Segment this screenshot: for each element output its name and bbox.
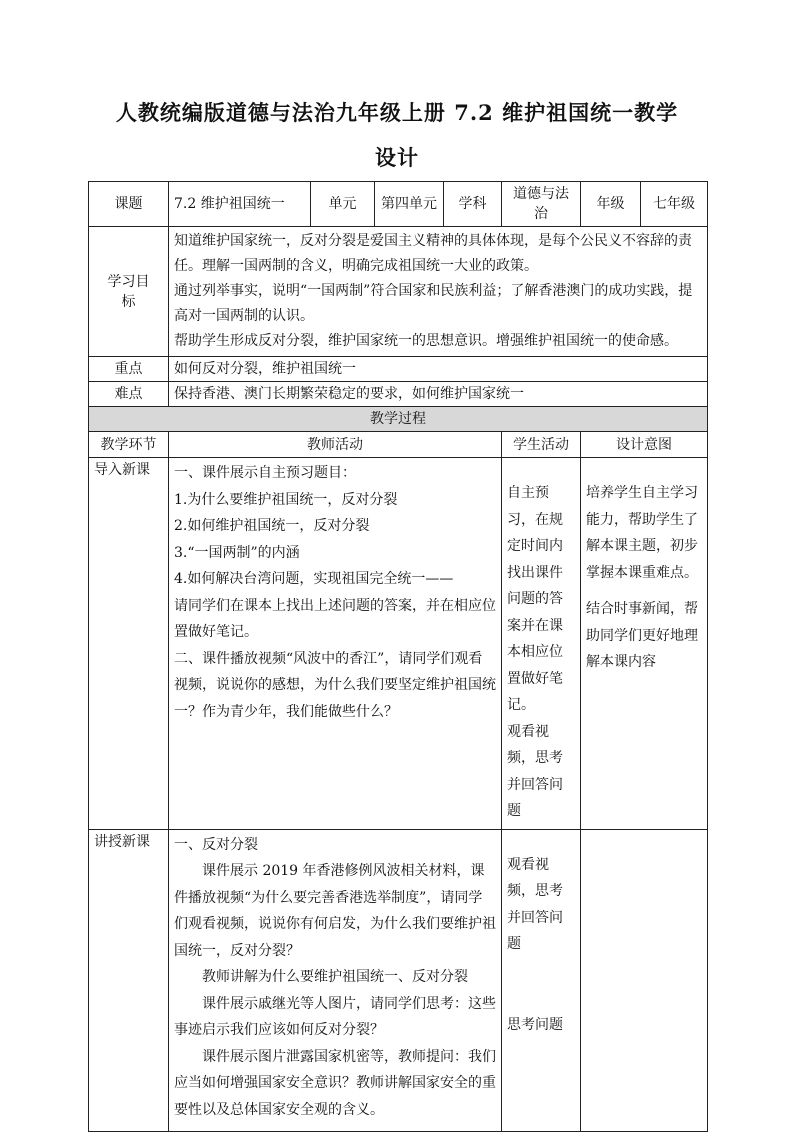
header-teacher: 教师活动	[169, 432, 502, 458]
student-line: 观看视频，思考并回答问题	[507, 856, 563, 952]
goal-item: 帮助学生形成反对分裂，维护国家统一的思想意识。增强维护祖国统一的使命感。	[174, 333, 678, 349]
intro-intent	[581, 458, 708, 830]
process-title: 教学过程	[89, 407, 708, 432]
teacher-line: 请同学们在课本上找出上述问题的答案，并在相应位置做好笔记。	[174, 597, 496, 640]
lesson-plan-table	[88, 181, 708, 1132]
teacher-line: 一、课件展示自主预习题目：	[174, 465, 356, 481]
key-point-text: 如何反对分裂，维护祖国统一	[169, 357, 708, 382]
header-intent: 设计意图	[581, 432, 708, 458]
goals-content	[169, 227, 708, 357]
intro-row	[89, 458, 708, 830]
grade-value: 七年级	[641, 182, 708, 227]
teacher-line: 课件展示戚继光等人图片，请同学们思考：这些事迹启示我们应该如何反对分裂？	[174, 995, 496, 1038]
header-stage: 教学环节	[89, 432, 169, 458]
lecture-student	[502, 829, 581, 1131]
goals-row	[89, 227, 708, 357]
unit-label: 单元	[311, 182, 375, 227]
process-title-row	[89, 407, 708, 432]
key-point-label: 重点	[89, 357, 169, 382]
topic-label: 课题	[89, 182, 169, 227]
subject-label: 学科	[444, 182, 502, 227]
intro-stage: 导入新课	[89, 458, 169, 830]
lecture-stage: 讲授新课	[89, 829, 169, 1131]
intro-student	[502, 458, 581, 830]
goals-label: 学习目标	[89, 227, 169, 357]
topic-value: 7.2 维护祖国统一	[169, 182, 311, 227]
teacher-line: 3.“一国两制”的内涵	[174, 544, 300, 561]
intent-line: 培养学生自主学习能力，帮助学生了解本课主题，初步掌握本课重难点。	[586, 485, 698, 581]
student-line: 自主预习，在规定时间内找出课件问题的答案并在课本相应位置做好笔记。	[507, 485, 563, 713]
student-line: 观看视频，思考并回答问题	[507, 723, 563, 819]
lecture-intent	[581, 829, 708, 1131]
difficulty-label: 难点	[89, 382, 169, 407]
difficulty-text: 保持香港、澳门长期繁荣稳定的要求，如何维护国家统一	[169, 382, 708, 407]
unit-value: 第四单元	[375, 182, 444, 227]
grade-label: 年级	[581, 182, 641, 227]
document-title-line1: 人教统编版道德与法治九年级上册 7.2 维护祖国统一教学	[115, 100, 679, 125]
teacher-line: 二、课件播放视频“风波中的香江”，请同学们观看视频，说说你的感想，为什么我们要坚定维护祖国统一？作为青少年，我们能做些什么？	[174, 650, 496, 720]
teacher-line: 一、反对分裂	[174, 836, 258, 853]
goal-item: 知道维护国家统一，反对分裂是爱国主义精神的具体体现，是每个公民义不容辞的责任。理解一国两制的含义，明确完成祖国统一大业的政策。	[174, 233, 692, 274]
lecture-teacher	[169, 829, 502, 1131]
teacher-line: 课件展示图片泄露国家机密等，教师提问：我们应当如何增强国家安全意识？教师讲解国家安全的重要性以及总体国家安全观的含义。	[174, 1048, 496, 1118]
teacher-line: 4.如何解决台湾问题，实现祖国完全统一——	[174, 571, 454, 587]
intent-line: 结合时事新闻，帮助同学们更好地理解本课内容	[586, 601, 698, 670]
header-student: 学生活动	[502, 432, 581, 458]
intro-teacher	[169, 458, 502, 830]
teacher-line: 1.为什么要维护祖国统一，反对分裂	[174, 491, 398, 508]
process-header-row	[89, 432, 708, 458]
lecture-row	[89, 829, 708, 1131]
info-row	[89, 182, 708, 227]
teacher-line: 教师讲解为什么要维护祖国统一、反对分裂	[202, 969, 468, 985]
difficulty-row	[89, 382, 708, 407]
teacher-line: 课件展示 2019 年香港修例风波相关材料，课件播放视频“为什么要完善香港选举制度”，请同学们观看视频，说说你有何启发，为什么我们要维护祖国统一，反对分裂？	[174, 863, 496, 959]
student-line: 思考问题	[507, 1016, 563, 1033]
key-point-row	[89, 357, 708, 382]
goal-item: 通过列举事实，说明“一国两制”符合国家和民族利益；了解香港澳门的成功实践，提高对一国两制的认识。	[174, 283, 693, 324]
document-title-line2: 设计	[375, 145, 419, 170]
subject-value: 道德与法治	[502, 182, 581, 227]
teacher-line: 2.如何维护祖国统一，反对分裂	[174, 518, 370, 534]
